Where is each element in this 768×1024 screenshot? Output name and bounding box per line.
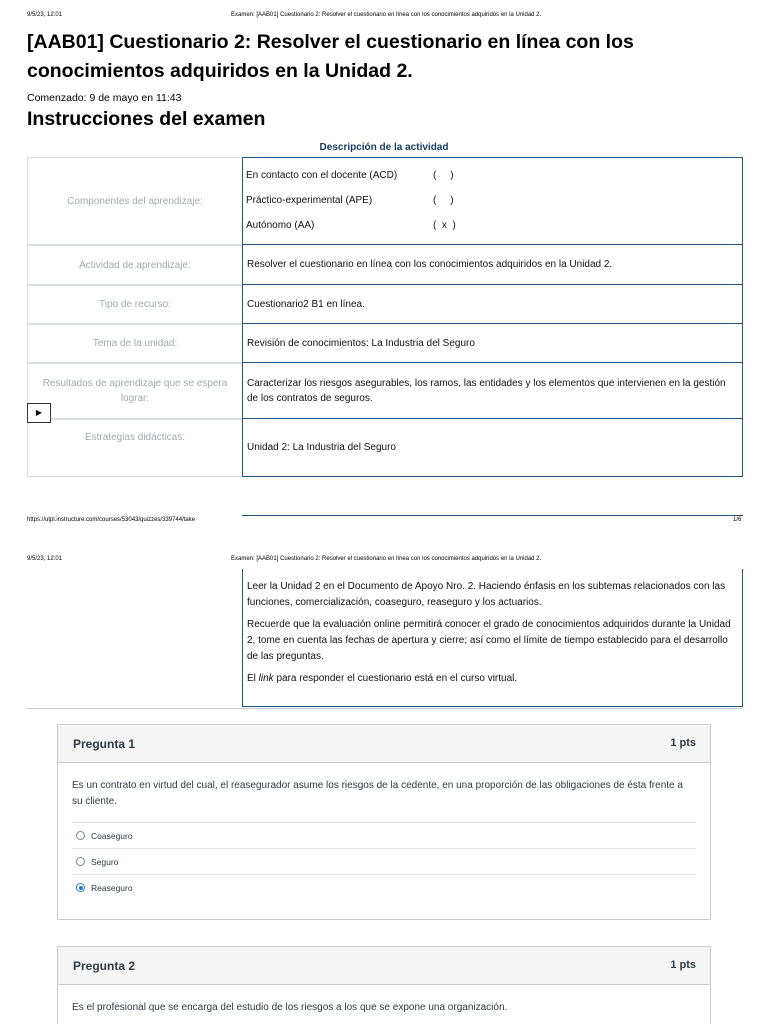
unit-topic-label: Tema de la unidad: (27, 324, 242, 363)
question-1 (57, 724, 711, 920)
question-2-title: Pregunta 2 (73, 959, 136, 973)
question-2-points: 1 pts (670, 959, 696, 971)
answer-label: Reaseguro (91, 882, 133, 893)
print-page-title: Examen: [AAB01] Cuestionario 2: Resolver el cuestionario en línea con los conocimientos adquiridos en la Unidad 2. (231, 12, 542, 18)
question-2-text: Es el profesional que se encarga del estudio de los riesgos a los que se expone una organización. (72, 1002, 508, 1013)
answer-option[interactable] (72, 848, 696, 874)
component-aa: Autónomo (AA) (246, 220, 315, 231)
strategies-paragraph-2: Recuerde que la evaluación online permitirá conocer el grado de conocimientos adquiridos durante la Unidad 2, tome en cuenta las fechas de apertura y cierre; así como el límite de tiempo establecido para el desarrollo de las preguntas. (247, 619, 731, 662)
section-divider (27, 708, 743, 709)
component-aa-mark: ( x ) (433, 220, 456, 231)
description-heading: Descripción de la actividad (319, 142, 449, 153)
strategies-paragraph-3: El link para responder el cuestionario está en el curso virtual. (247, 673, 518, 684)
radio-button-selected[interactable] (76, 883, 85, 892)
activity-value: Resolver el cuestionario en línea con los conocimientos adquiridos en la Unidad 2. (242, 244, 743, 285)
answer-option[interactable] (72, 822, 696, 848)
print-datetime: 9/5/23, 12:01 (27, 12, 63, 18)
answer-label: Coaseguro (91, 830, 133, 841)
strategies-value: Unidad 2: La Industria del Seguro (242, 418, 743, 477)
question-1-header (58, 725, 710, 763)
virtual-course-link[interactable]: link (258, 673, 274, 684)
unit-topic-value: Revisión de conocimientos: La Industria del Seguro (242, 323, 743, 363)
radio-button[interactable] (76, 831, 85, 840)
learning-results-value: Caracterizar los riesgos asegurables, los ramos, las entidades y los elementos que intervienen en la gestión de los contratos de seguros. (242, 362, 743, 419)
answer-option-selected[interactable] (72, 874, 696, 900)
question-1-title: Pregunta 1 (73, 737, 136, 751)
component-ape-mark: ( ) (433, 195, 454, 206)
components-label: Componentes del aprendizaje: (27, 157, 242, 245)
question-1-answers (72, 822, 696, 900)
answer-label: Seguro (91, 856, 119, 867)
strategies-paragraph-1: Leer la Unidad 2 en el Documento de Apoyo Nro. 2. Haciendo énfasis en los subtemas relacionados con las funciones, comercialización, coaseguro, reaseguro y los actuarios. (247, 581, 726, 608)
strategies-label: Estrategias didácticas: (27, 419, 242, 477)
activity-label: Actividad de aprendizaje: (27, 245, 242, 285)
component-ape: Práctico-experimental (APE) (246, 195, 373, 206)
print-datetime-2: 9/5/23, 12:01 (27, 556, 63, 562)
page-footer-line (242, 515, 743, 516)
radio-button[interactable] (76, 857, 85, 866)
question-1-text: Es un contrato en virtud del cual, el reasegurador asume los riesgos de la cedente, en una proporción de las obligaciones de ésta frente a su cliente. (72, 780, 683, 807)
instructions-heading: Instrucciones del examen (27, 108, 266, 130)
resource-type-label: Tipo de recurso: (27, 285, 242, 324)
resource-type-value: Cuestionario2 B1 en línea. (242, 284, 743, 324)
component-acd: En contacto con el docente (ACD) (246, 170, 398, 181)
question-2 (57, 946, 711, 1024)
question-2-header (58, 947, 710, 985)
print-footer-url: https://utpl.instructure.com/courses/53043/quizzes/339744/take (27, 517, 196, 523)
learning-results-label: Resultados de aprendizaje que se espera lograr: (27, 363, 242, 419)
component-acd-mark: ( ) (433, 170, 454, 181)
exam-title: [AAB01] Cuestionario 2: Resolver el cuestionario en línea con los conocimientos adquiridos en la Unidad 2. (27, 31, 634, 82)
started-time: Comenzado: 9 de mayo en 11:43 (27, 92, 182, 104)
print-footer-page: 1/6 (733, 517, 742, 523)
print-page-title-2: Examen: [AAB01] Cuestionario 2: Resolver el cuestionario en línea con los conocimientos adquiridos en la Unidad 2. (231, 556, 542, 562)
play-icon[interactable]: ▶ (27, 403, 51, 423)
strategies-continued (242, 569, 743, 707)
question-1-points: 1 pts (670, 737, 696, 749)
